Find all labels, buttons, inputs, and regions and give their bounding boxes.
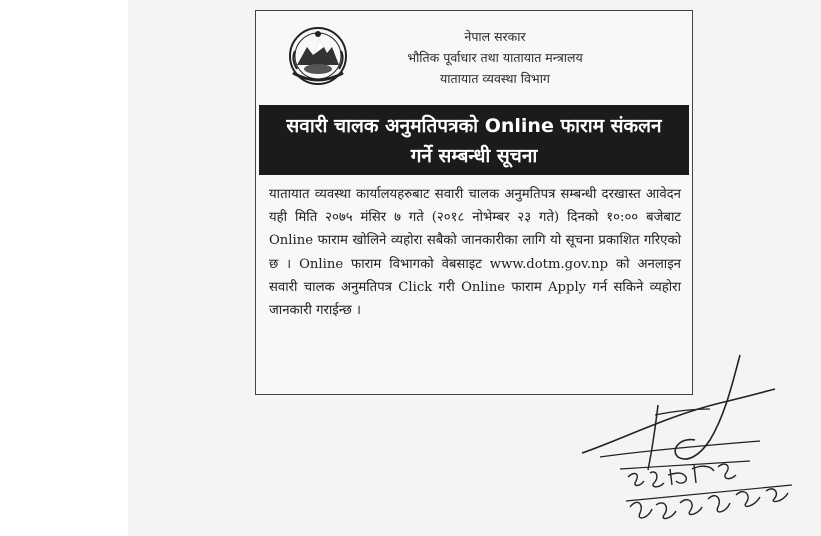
- header-government: नेपाल सरकार: [464, 29, 526, 44]
- notice-body: यातायात व्यवस्था कार्यालयहरुबाट सवारी चालक अनुमतिपत्र सम्बन्धी दरखास्त आवेदन यही मिति २०७५ मंसिर ७ गते (२०१८ नोभेम्बर २३ गते) दिनको १०:०० बजेबाट Online फाराम खोलिने व्यहोरा सबैको जानकारीका लागि यो सूचना प्रकाशित गरिएको छ । Online फाराम विभागको वेबसाइट www.dotm.gov.np को अनलाइन सवारी चालक अनुमतिपत्र Click गरी Online फाराम Apply गर्न सकिने व्यहोरा जानकारी गराईन्छ ।: [269, 187, 681, 319]
- notice-box: [255, 10, 693, 395]
- notice-title-line1: सवारी चालक अनुमतिपत्रको Online फाराम संकलन: [286, 115, 662, 137]
- header-department: यातायात व्यवस्था विभाग: [440, 71, 550, 86]
- notice-title-line2: गर्ने सम्बन्धी सूचना: [410, 145, 538, 167]
- handwritten-signature: [560, 345, 810, 530]
- notice-title-banner: [259, 105, 689, 175]
- header-ministry: भौतिक पूर्वाधार तथा यातायात मन्त्रालय: [407, 50, 583, 65]
